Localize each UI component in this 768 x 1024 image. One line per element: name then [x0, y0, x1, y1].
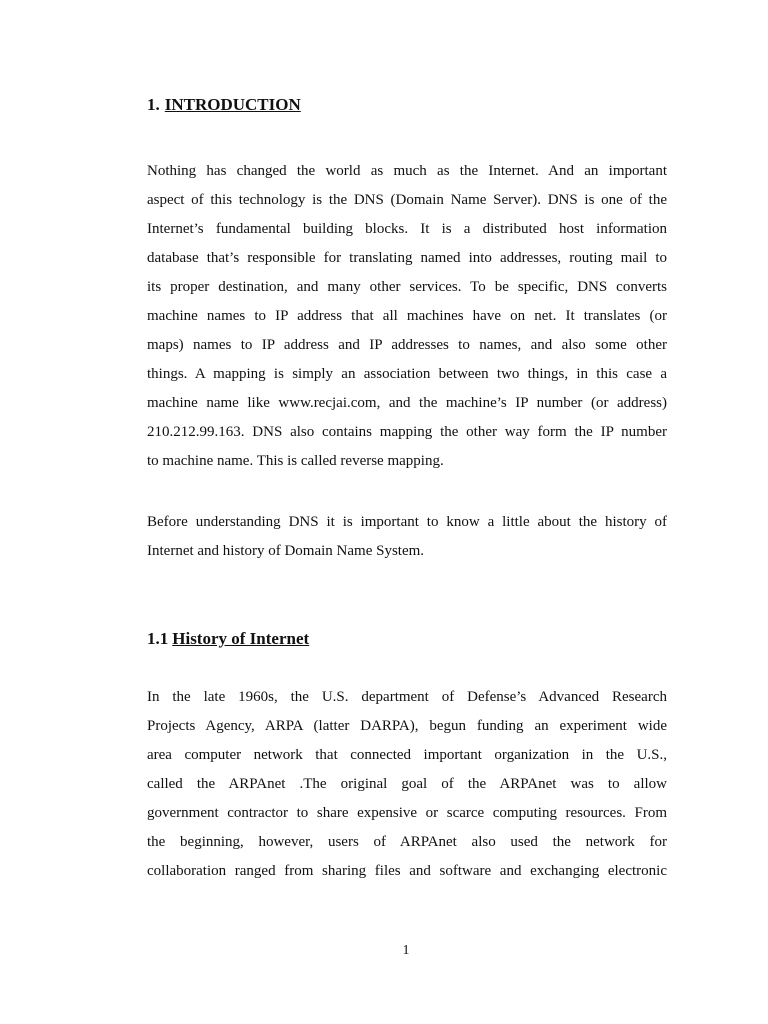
- text-line: government contractor to share expensive or scarce computing resources. From: [147, 805, 667, 821]
- text-line: machine name like www.recjai.com, and the machine’s IP number (or address): [147, 395, 667, 411]
- text-line: area computer network that connected important organization in the U.S.,: [147, 747, 667, 763]
- text-line: collaboration ranged from sharing files and software and exchanging electronic: [147, 863, 667, 879]
- paragraph-dns-intro: [147, 157, 667, 476]
- text-line: its proper destination, and many other services. To be specific, DNS converts: [147, 279, 667, 295]
- text-line: Internet’s fundamental building blocks. It is a distributed host information: [147, 221, 667, 237]
- text-line: things. A mapping is simply an association between two things, in this case a: [147, 366, 667, 382]
- page-number: 1: [402, 943, 410, 958]
- text-line: called the ARPAnet .The original goal of the ARPAnet was to allow: [147, 776, 667, 792]
- section-heading-history-of-internet: [147, 629, 309, 649]
- paragraph-history: [147, 683, 667, 886]
- section-number: 1.1: [147, 629, 169, 648]
- text-line: maps) names to IP address and IP addresses to names, and also some other: [147, 337, 667, 353]
- section-number: 1.: [147, 95, 160, 114]
- section-title: History of Internet: [172, 629, 310, 648]
- text-line: Before understanding DNS it is important to know a little about the history of: [147, 514, 667, 530]
- text-line: database that’s responsible for translating named into addresses, routing mail to: [147, 250, 667, 266]
- text-line: Internet and history of Domain Name System.: [147, 543, 425, 559]
- text-line: Nothing has changed the world as much as the Internet. And an important: [147, 163, 667, 179]
- text-line: Projects Agency, ARPA (latter DARPA), begun funding an experiment wide: [147, 718, 667, 734]
- text-line: In the late 1960s, the U.S. department of Defense’s Advanced Research: [147, 689, 667, 705]
- paragraph-before-understanding: [147, 508, 667, 566]
- text-line: machine names to IP address that all machines have on net. It translates (or: [147, 308, 667, 324]
- text-line: the beginning, however, users of ARPAnet also used the network for: [147, 834, 667, 850]
- text-line: to machine name. This is called reverse mapping.: [147, 453, 444, 469]
- text-line: 210.212.99.163. DNS also contains mapping the other way form the IP number: [147, 424, 667, 440]
- section-title: INTRODUCTION: [164, 95, 301, 114]
- section-heading-introduction: [147, 95, 301, 115]
- text-line: aspect of this technology is the DNS (Domain Name Server). DNS is one of the: [147, 192, 667, 208]
